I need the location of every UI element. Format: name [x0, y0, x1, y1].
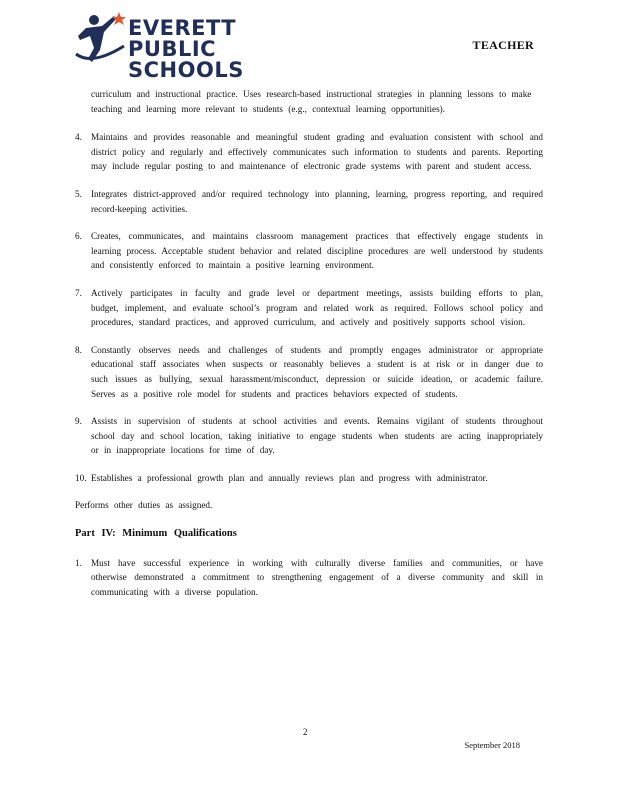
section-heading: Part IV: Minimum Qualifications: [75, 528, 237, 540]
duty-text: Constantly observes needs and challenges of students and promptly engages administrator or appropriate educational staff associates when suspects or reasonably believes a student is at risk or in danger due to such issues as bullying, sexual harassment/misconduct, depression or suicide ideation, or academic failure. Serves as a positive role model for students and practices behaviors expected of students.: [91, 344, 543, 399]
logo-line-1: EVERETT: [128, 16, 237, 40]
duty-text: Actively participates in faculty and grade level or department meetings, assists building efforts to plan, budget, implement, and evaluate school’s program and related work as required. Follows school policy and procedures, standard practices, and approved curriculum, and actively and positively supports school vision.: [91, 287, 543, 328]
duty-number: 5.: [75, 188, 82, 199]
duty-item: [75, 343, 543, 401]
continued-paragraph: [75, 87, 543, 116]
duty-text: Establishes a professional growth plan and annually reviews plan and progress with administrator.: [91, 472, 488, 483]
duty-text: Maintains and provides reasonable and meaningful student grading and evaluation consistent with school and district policy and regularly and effectively communicates such information to students and parents. Reporting may include regular posting to and maintenance of electronic grade systems with parent and student access.: [91, 132, 543, 172]
page-title: TEACHER: [472, 38, 534, 52]
duty-number: 10.: [75, 472, 87, 483]
qualification-number: 1.: [75, 557, 82, 568]
qualification-item: [75, 556, 543, 600]
duty-number: 4.: [75, 132, 82, 143]
logo-line-3: SCHOOLS: [128, 58, 244, 82]
duty-number: 6.: [75, 231, 82, 242]
duty-item: [75, 414, 543, 458]
duty-number: 9.: [75, 416, 82, 427]
document-body: [75, 87, 543, 612]
duty-number: 7.: [75, 287, 82, 298]
footer-date: September 2018: [464, 740, 520, 750]
district-logo: [70, 10, 260, 80]
duty-text: Assists in supervision of students at school activities and events. Remains vigilant of students throughout school day and school location, taking initiative to engage students when students are acting inappropriately or in inappropriate locations for time of day.: [91, 416, 543, 456]
duty-item: [75, 130, 543, 174]
page-number: 2: [303, 727, 308, 737]
perform-other-duties: Performs other duties as assigned.: [75, 500, 213, 511]
duty-item: [75, 286, 543, 330]
duty-item: [75, 187, 543, 216]
person-star-logo-icon: [70, 10, 130, 72]
logo-line-2: PUBLIC: [128, 37, 217, 61]
duty-item: [75, 229, 543, 273]
duty-item: [75, 471, 543, 486]
duty-text: Creates, communicates, and maintains classroom management practices that effectively engage students in learning process. Acceptable student behavior and related discipline procedures are well understood by students and consistently enforced to maintain a positive learning environment.: [91, 231, 543, 271]
duty-number: 8.: [75, 344, 82, 355]
continued-text: curriculum and instructional practice. Uses research-based instructional strategies in planning lessons to make teaching and learning more relevant to students (e.g., contextual learning opportunities).: [91, 89, 532, 114]
logo-wordmark: [128, 18, 244, 81]
duty-text: Integrates district-approved and/or required technology into planning, learning, progress reporting, and required record-keeping activities.: [91, 188, 543, 214]
qualification-text: Must have successful experience in working with culturally diverse families and communities, or have otherwise demonstrated a commitment to strengthening engagement of a diverse community and skill in communicating with a diverse population.: [91, 557, 543, 597]
